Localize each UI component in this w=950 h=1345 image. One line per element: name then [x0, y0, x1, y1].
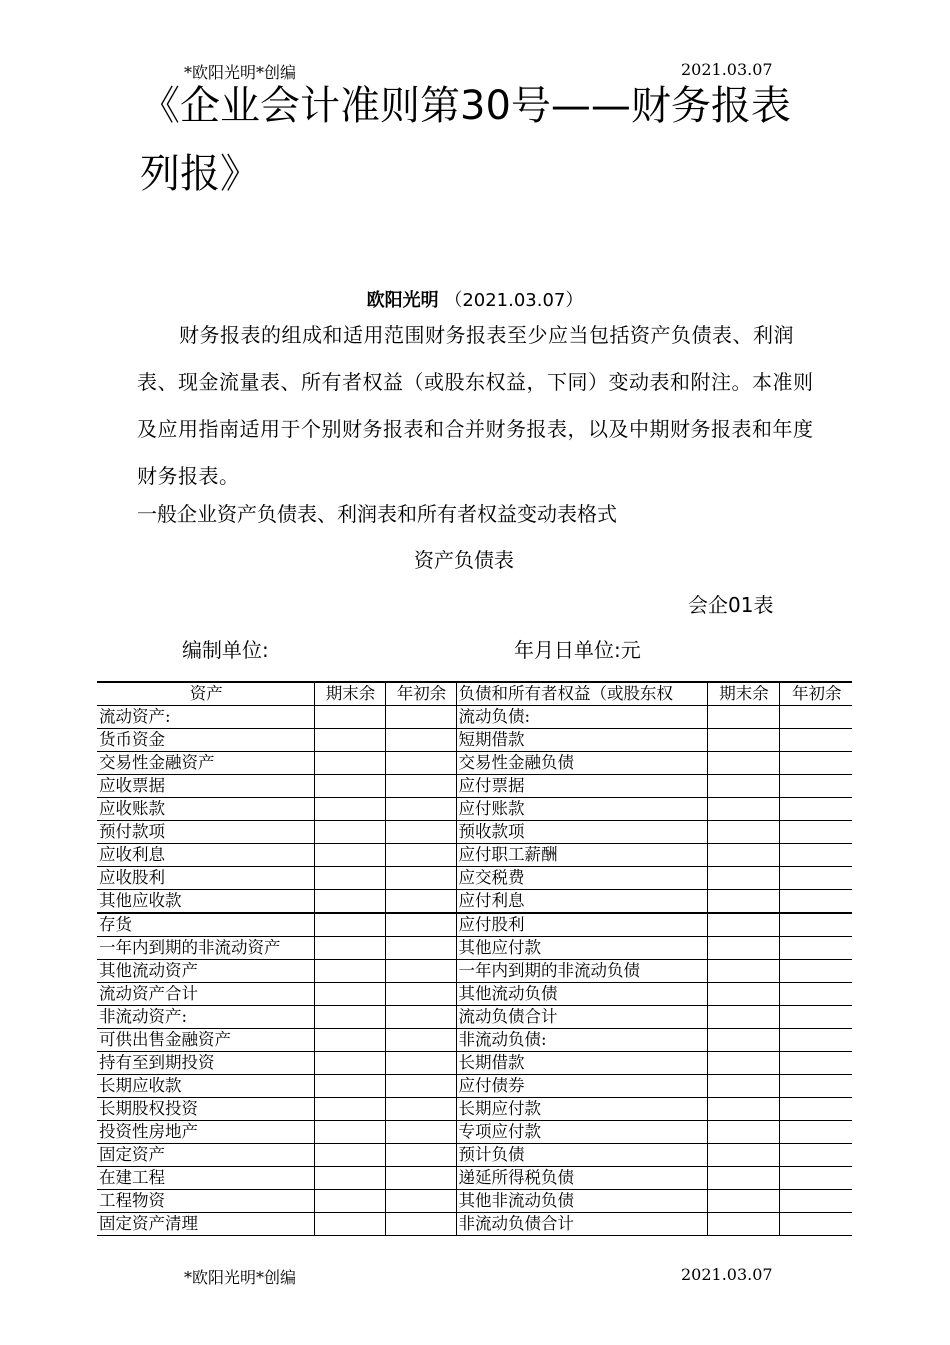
footer-right: 2021.03.07	[681, 1265, 773, 1284]
liability-year-begin-cell	[779, 1029, 852, 1052]
asset-year-begin-cell	[385, 1144, 456, 1167]
liability-item: 短期借款	[456, 729, 707, 752]
liability-period-end-cell	[707, 1029, 779, 1052]
liability-item: 应付职工薪酬	[456, 844, 707, 867]
asset-period-end-cell	[314, 821, 385, 844]
asset-year-begin-cell	[385, 775, 456, 798]
asset-period-end-cell	[314, 1213, 385, 1236]
table-row	[97, 1075, 852, 1098]
liability-year-begin-cell	[779, 913, 852, 937]
asset-item: 货币资金	[97, 729, 314, 752]
asset-period-end-cell	[314, 867, 385, 890]
liability-item: 非流动负债:	[456, 1029, 707, 1052]
liability-year-begin-cell	[779, 821, 852, 844]
liability-period-end-cell	[707, 1006, 779, 1029]
asset-item: 长期应收款	[97, 1075, 314, 1098]
asset-item: 预付款项	[97, 821, 314, 844]
liability-period-end-cell	[707, 1052, 779, 1075]
table-row	[97, 821, 852, 844]
header-period-end: 期末余	[314, 682, 385, 706]
liability-year-begin-cell	[779, 937, 852, 960]
asset-item: 固定资产清理	[97, 1213, 314, 1236]
liability-item: 预计负债	[456, 1144, 707, 1167]
asset-period-end-cell	[314, 1098, 385, 1121]
asset-period-end-cell	[314, 729, 385, 752]
liability-year-begin-cell	[779, 1144, 852, 1167]
asset-year-begin-cell	[385, 729, 456, 752]
table-row	[97, 1006, 852, 1029]
asset-period-end-cell	[314, 1075, 385, 1098]
liability-period-end-cell	[707, 1144, 779, 1167]
table-row	[97, 1190, 852, 1213]
asset-year-begin-cell	[385, 1167, 456, 1190]
liability-period-end-cell	[707, 798, 779, 821]
liability-item: 其他应付款	[456, 937, 707, 960]
table-row	[97, 729, 852, 752]
liability-item: 应付股利	[456, 913, 707, 937]
liability-year-begin-cell	[779, 1121, 852, 1144]
asset-period-end-cell	[314, 1144, 385, 1167]
liability-item: 递延所得税负债	[456, 1167, 707, 1190]
asset-item: 应收利息	[97, 844, 314, 867]
liability-year-begin-cell	[779, 1052, 852, 1075]
author-name: 欧阳光明	[366, 290, 439, 311]
asset-item: 其他应收款	[97, 890, 314, 914]
table-row	[97, 1121, 852, 1144]
liability-year-begin-cell	[779, 775, 852, 798]
asset-item: 工程物资	[97, 1190, 314, 1213]
asset-item: 应收票据	[97, 775, 314, 798]
liability-year-begin-cell	[779, 844, 852, 867]
liability-period-end-cell	[707, 1098, 779, 1121]
asset-item: 在建工程	[97, 1167, 314, 1190]
date-unit-label: 年月日单位:元	[514, 638, 641, 662]
asset-period-end-cell	[314, 913, 385, 937]
liability-period-end-cell	[707, 844, 779, 867]
asset-year-begin-cell	[385, 890, 456, 914]
liability-period-end-cell	[707, 937, 779, 960]
liability-year-begin-cell	[779, 890, 852, 914]
asset-year-begin-cell	[385, 752, 456, 775]
asset-period-end-cell	[314, 798, 385, 821]
asset-year-begin-cell	[385, 844, 456, 867]
asset-year-begin-cell	[385, 960, 456, 983]
table-row	[97, 1144, 852, 1167]
asset-year-begin-cell	[385, 821, 456, 844]
asset-item: 投资性房地产	[97, 1121, 314, 1144]
asset-year-begin-cell	[385, 913, 456, 937]
table-row	[97, 706, 852, 729]
asset-item: 其他流动资产	[97, 960, 314, 983]
asset-year-begin-cell	[385, 1075, 456, 1098]
header-year-begin-2: 年初余	[779, 682, 852, 706]
table-row	[97, 960, 852, 983]
table-header-row	[97, 682, 852, 706]
liability-item: 交易性金融负债	[456, 752, 707, 775]
liability-period-end-cell	[707, 821, 779, 844]
table-row	[97, 1213, 852, 1236]
asset-period-end-cell	[314, 983, 385, 1006]
liability-period-end-cell	[707, 1167, 779, 1190]
asset-item: 一年内到期的非流动资产	[97, 937, 314, 960]
asset-period-end-cell	[314, 937, 385, 960]
liability-year-begin-cell	[779, 867, 852, 890]
liability-period-end-cell	[707, 960, 779, 983]
asset-year-begin-cell	[385, 798, 456, 821]
liability-year-begin-cell	[779, 752, 852, 775]
table-row	[97, 844, 852, 867]
asset-year-begin-cell	[385, 1006, 456, 1029]
liability-item: 其他非流动负债	[456, 1190, 707, 1213]
table-row	[97, 913, 852, 937]
table-row	[97, 937, 852, 960]
liability-item: 流动负债:	[456, 706, 707, 729]
liability-period-end-cell	[707, 913, 779, 937]
author-date: （2021.03.07）	[444, 290, 584, 311]
asset-period-end-cell	[314, 1167, 385, 1190]
balance-sheet-table	[97, 681, 852, 1236]
liability-item: 长期应付款	[456, 1098, 707, 1121]
header-period-end-2: 期末余	[707, 682, 779, 706]
asset-item: 交易性金融资产	[97, 752, 314, 775]
liability-item: 流动负债合计	[456, 1006, 707, 1029]
liability-item: 应交税费	[456, 867, 707, 890]
asset-item: 应收股利	[97, 867, 314, 890]
liability-year-begin-cell	[779, 983, 852, 1006]
liability-item: 应付债券	[456, 1075, 707, 1098]
table-row	[97, 1052, 852, 1075]
liability-year-begin-cell	[779, 960, 852, 983]
asset-year-begin-cell	[385, 1190, 456, 1213]
asset-period-end-cell	[314, 752, 385, 775]
liability-year-begin-cell	[779, 706, 852, 729]
asset-year-begin-cell	[385, 1052, 456, 1075]
liability-year-begin-cell	[779, 1167, 852, 1190]
liability-year-begin-cell	[779, 1190, 852, 1213]
liability-item: 其他流动负债	[456, 983, 707, 1006]
liability-period-end-cell	[707, 1121, 779, 1144]
footer-left: *欧阳光明*创编	[184, 1268, 297, 1287]
liability-period-end-cell	[707, 775, 779, 798]
asset-year-begin-cell	[385, 867, 456, 890]
liability-year-begin-cell	[779, 729, 852, 752]
header-liabilities: 负债和所有者权益（或股东权	[456, 682, 707, 706]
liability-item: 专项应付款	[456, 1121, 707, 1144]
table-row	[97, 1029, 852, 1052]
header-year-begin: 年初余	[385, 682, 456, 706]
asset-item: 非流动资产:	[97, 1006, 314, 1029]
author-line	[0, 286, 950, 312]
asset-year-begin-cell	[385, 1029, 456, 1052]
liability-year-begin-cell	[779, 1006, 852, 1029]
liability-period-end-cell	[707, 1213, 779, 1236]
table-row	[97, 1098, 852, 1121]
liability-period-end-cell	[707, 867, 779, 890]
liability-item: 一年内到期的非流动负债	[456, 960, 707, 983]
table-row	[97, 752, 852, 775]
header-right: 2021.03.07	[681, 60, 773, 79]
liability-period-end-cell	[707, 706, 779, 729]
liability-year-begin-cell	[779, 1213, 852, 1236]
table-row	[97, 798, 852, 821]
liability-year-begin-cell	[779, 1075, 852, 1098]
asset-item: 持有至到期投资	[97, 1052, 314, 1075]
asset-item: 长期股权投资	[97, 1098, 314, 1121]
prepared-by-label: 编制单位:	[182, 638, 269, 662]
asset-period-end-cell	[314, 775, 385, 798]
liability-item: 长期借款	[456, 1052, 707, 1075]
liability-period-end-cell	[707, 1190, 779, 1213]
asset-year-begin-cell	[385, 1213, 456, 1236]
intro-paragraph: 财务报表的组成和适用范围财务报表至少应当包括资产负债表、利润表、现金流量表、所有者权益（或股东权益，下同）变动表和附注。本准则及应用指南适用于个别财务报表和合并财务报表，以及中期财务报表和年度财务报表。	[137, 323, 814, 488]
header-assets: 资产	[97, 682, 314, 706]
asset-period-end-cell	[314, 1190, 385, 1213]
section-heading: 一般企业资产负债表、利润表和所有者权益变动表格式	[137, 502, 617, 526]
liability-item: 预收款项	[456, 821, 707, 844]
asset-period-end-cell	[314, 844, 385, 867]
liability-item: 非流动负债合计	[456, 1213, 707, 1236]
asset-year-begin-cell	[385, 1121, 456, 1144]
liability-year-begin-cell	[779, 798, 852, 821]
table-row	[97, 890, 852, 914]
asset-year-begin-cell	[385, 706, 456, 729]
asset-item: 应收账款	[97, 798, 314, 821]
table-row	[97, 775, 852, 798]
asset-year-begin-cell	[385, 983, 456, 1006]
table-title: 资产负债表	[414, 548, 514, 572]
asset-item: 流动资产:	[97, 706, 314, 729]
asset-year-begin-cell	[385, 1098, 456, 1121]
liability-item: 应付利息	[456, 890, 707, 914]
asset-item: 存货	[97, 913, 314, 937]
table-row	[97, 983, 852, 1006]
liability-period-end-cell	[707, 752, 779, 775]
document-title: 《企业会计准则第30号——财务报表列报》	[140, 83, 791, 197]
asset-period-end-cell	[314, 960, 385, 983]
header-left: *欧阳光明*创编	[184, 63, 297, 82]
asset-item: 流动资产合计	[97, 983, 314, 1006]
table-row	[97, 867, 852, 890]
asset-item: 固定资产	[97, 1144, 314, 1167]
liability-year-begin-cell	[779, 1098, 852, 1121]
liability-period-end-cell	[707, 890, 779, 914]
liability-item: 应付账款	[456, 798, 707, 821]
liability-period-end-cell	[707, 1075, 779, 1098]
asset-item: 可供出售金融资产	[97, 1029, 314, 1052]
liability-period-end-cell	[707, 729, 779, 752]
table-row	[97, 1167, 852, 1190]
asset-year-begin-cell	[385, 937, 456, 960]
liability-period-end-cell	[707, 983, 779, 1006]
form-code: 会企01表	[688, 593, 774, 617]
asset-period-end-cell	[314, 1006, 385, 1029]
asset-period-end-cell	[314, 1121, 385, 1144]
asset-period-end-cell	[314, 1052, 385, 1075]
asset-period-end-cell	[314, 1029, 385, 1052]
asset-period-end-cell	[314, 890, 385, 914]
asset-period-end-cell	[314, 706, 385, 729]
liability-item: 应付票据	[456, 775, 707, 798]
